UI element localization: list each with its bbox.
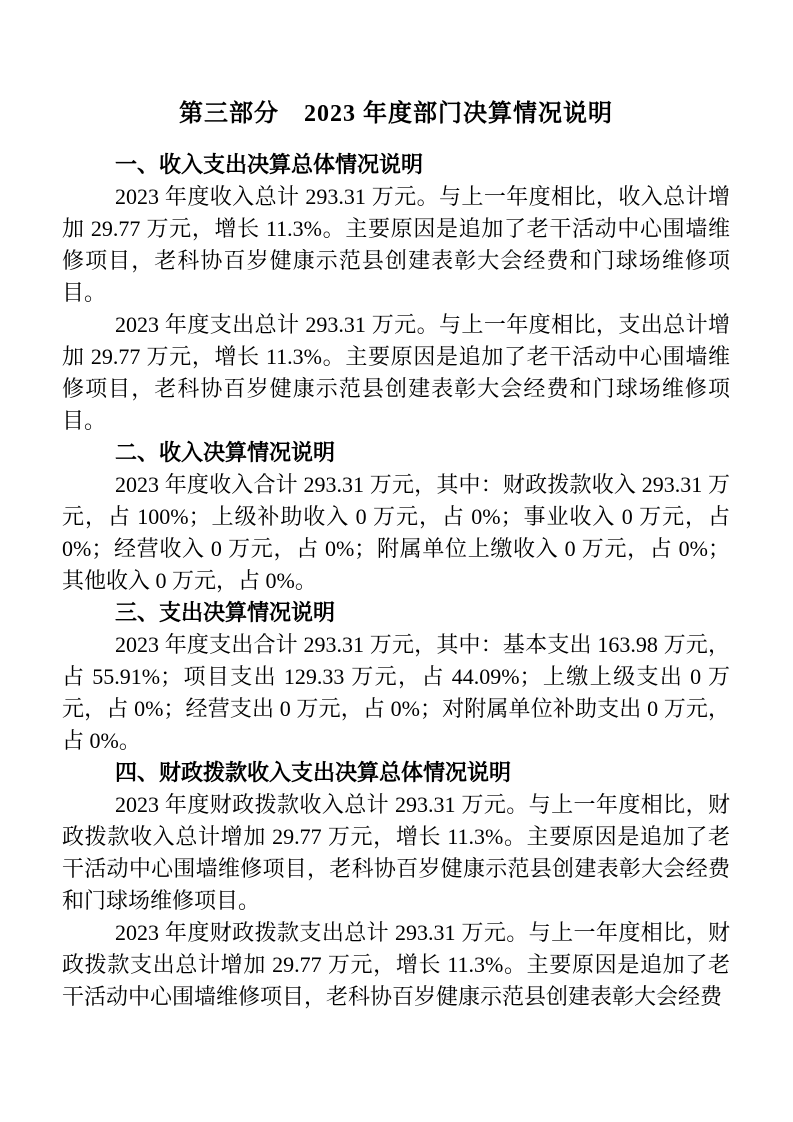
paragraph: 2023 年度收入合计 293.31 万元，其中：财政拨款收入 293.31 万元，占 100%；上级补助收入 0 万元，占 0%；事业收入 0 万元，占 0%；经营收入 0 万元，占 0%；附属单位上缴收入 0 万元，占 0%；其他收入 0 万元，占 0%。 [62, 472, 730, 593]
paragraph: 2023 年度收入总计 293.31 万元。与上一年度相比，收入总计增加 29.77 万元，增长 11.3%。主要原因是追加了老干活动中心围墙维修项目，老科协百岁健康示范县创建表彰大会经费和门球场维修项目。 [62, 184, 730, 305]
section-heading-3: 三、支出决算情况说明 [115, 600, 336, 625]
document-title: 第三部分 2023 年度部门决算情况说明 [179, 101, 613, 127]
section-heading-2: 二、收入决算情况说明 [115, 440, 336, 465]
section-heading-4: 四、财政拨款收入支出决算总体情况说明 [115, 760, 512, 785]
section-income-accounts [62, 437, 730, 597]
section-expenditure-accounts [62, 597, 730, 757]
paragraph: 2023 年度财政拨款收入总计 293.31 万元。与上一年度相比，财政拨款收入总计增加 29.77 万元，增长 11.3%。主要原因是追加了老干活动中心围墙维修项目，老科协百岁健康示范县创建表彰大会经费和门球场维修项目。 [62, 792, 730, 913]
paragraph: 2023 年度支出总计 293.31 万元。与上一年度相比，支出总计增加 29.77 万元，增长 11.3%。主要原因是追加了老干活动中心围墙维修项目，老科协百岁健康示范县创建表彰大会经费和门球场维修项目。 [62, 312, 730, 433]
paragraph: 2023 年度支出合计 293.31 万元，其中：基本支出 163.98 万元，占 55.91%；项目支出 129.33 万元，占 44.09%；上缴上级支出 0 万元，占 0%；经营支出 0 万元，占 0%；对附属单位补助支出 0 万元，占 0%。 [62, 632, 730, 753]
paragraph: 2023 年度财政拨款支出总计 293.31 万元。与上一年度相比，财政拨款支出总计增加 29.77 万元，增长 11.3%。主要原因是追加了老干活动中心围墙维修项目，老科协百岁健康示范县创建表彰大会经费 [62, 920, 730, 1009]
section-income-expenditure-overview [62, 149, 730, 437]
section-fiscal-appropriation-overview [62, 757, 730, 1013]
section-heading-1: 一、收入支出决算总体情况说明 [115, 152, 424, 177]
